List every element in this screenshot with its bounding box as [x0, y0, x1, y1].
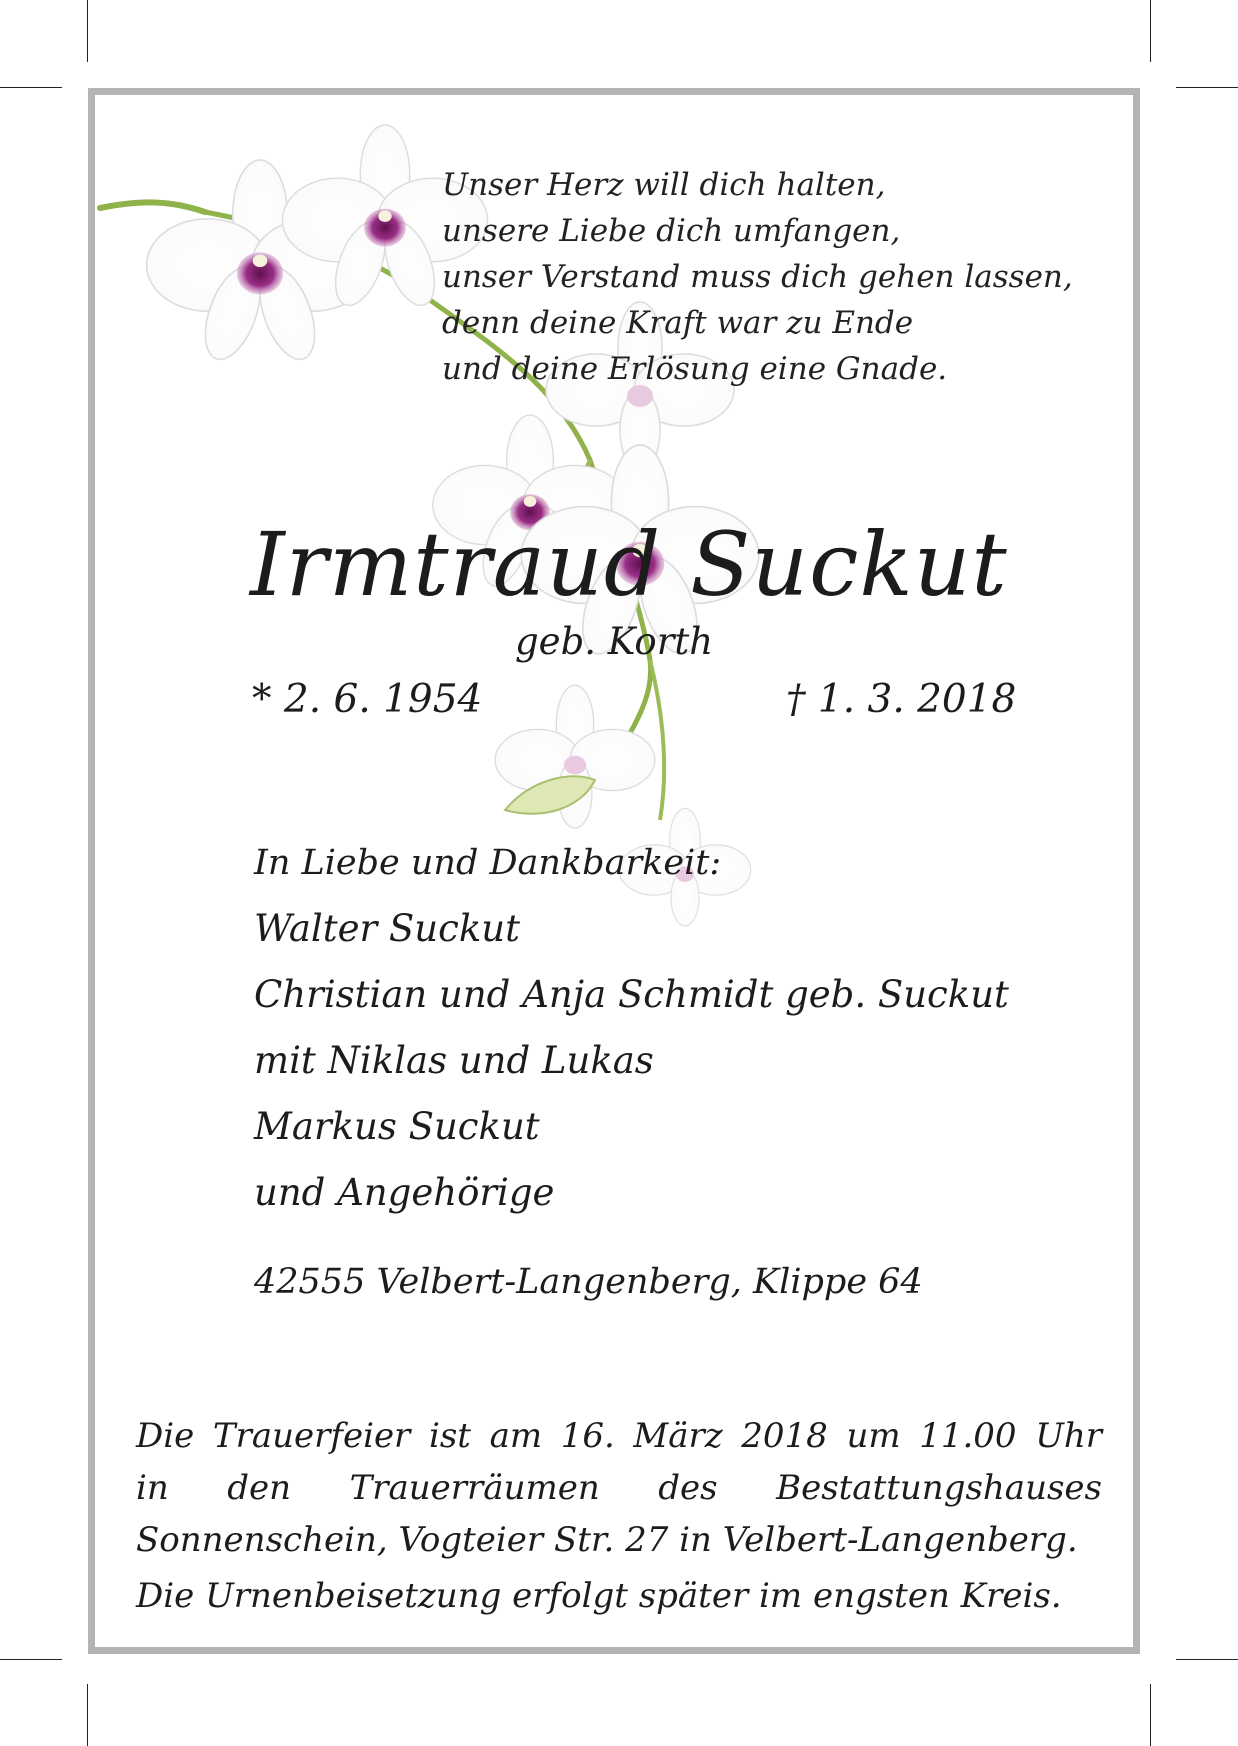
poem-line: denn deine Kraft war zu Ende	[442, 305, 914, 341]
address: 42555 Velbert-Langenberg, Klippe 64	[254, 1262, 923, 1302]
mourner-name: Christian und Anja Schmidt geb. Suckut	[254, 973, 1009, 1016]
poem-line: Unser Herz will dich halten,	[442, 167, 886, 203]
mourners-intro: In Liebe und Dankbarkeit:	[254, 843, 722, 883]
poem	[442, 162, 1073, 392]
funeral-notice-line: in den Trauerräumen des Bestattungshauses	[136, 1468, 1102, 1508]
mourner-name: Markus Suckut	[254, 1105, 540, 1148]
poem-line: unser Verstand muss dich gehen lassen,	[442, 259, 1073, 295]
poem-line: unsere Liebe dich umfangen,	[442, 213, 901, 249]
poem-line: und deine Erlösung eine Gnade.	[442, 351, 948, 387]
funeral-notice	[136, 1410, 1102, 1566]
deceased-name: Irmtraud Suckut	[250, 513, 1008, 616]
mourner-name: mit Niklas und Lukas	[254, 1039, 654, 1082]
mourners-list	[254, 830, 1009, 1226]
urn-notice: Die Urnenbeisetzung erfolgt später im engsten Kreis.	[136, 1576, 1062, 1616]
funeral-notice-line: Die Trauerfeier ist am 16. März 2018 um 11.00 Uhr	[136, 1416, 1102, 1456]
birth-name: geb. Korth	[515, 620, 714, 663]
mourner-name: und Angehörige	[254, 1171, 555, 1214]
funeral-notice-line: Sonnenschein, Vogteier Str. 27 in Velbert-Langenberg.	[136, 1520, 1078, 1560]
death-date: † 1. 3. 2018	[786, 677, 1017, 722]
mourner-name: Walter Suckut	[254, 907, 520, 950]
birth-date: * 2. 6. 1954	[252, 677, 483, 722]
